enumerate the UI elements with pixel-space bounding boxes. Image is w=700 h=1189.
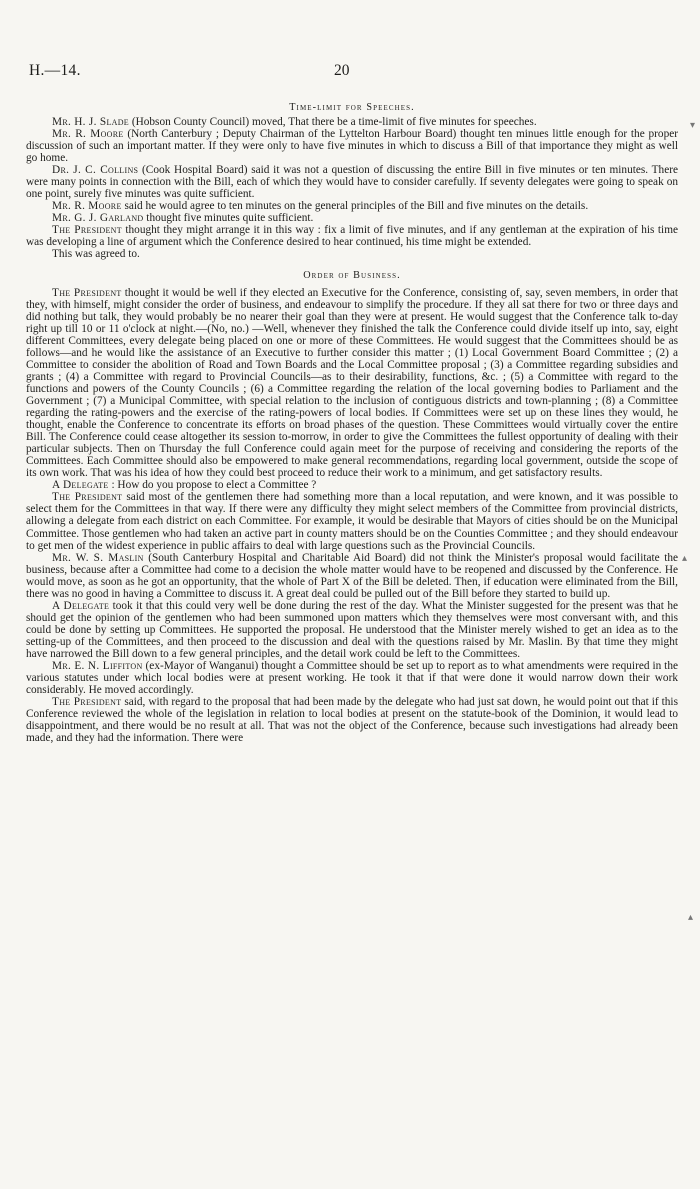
paragraph: [26, 552, 678, 600]
paragraph: [26, 248, 678, 260]
speaker-name: Dr. J. C. Collins: [52, 164, 139, 177]
document-body: [26, 101, 678, 744]
paragraph: [26, 128, 678, 164]
speaker-name: Mr. R. Moore: [52, 200, 122, 213]
paragraph-text: took it that this could very well be done during the rest of the day. What the Minister suggested for the present was that he should get the opinion of the gentlemen who had been summoned upon matters which they themselves were most conversant with, and this could be done by setting up Committees. He supported the proposal. He understood that the Minister merely wished to get an idea as to the setting-up of the Committees, and then proceed to the discussion and deal with the questions raised by Mr. Maslin. By that time they might have narrowed the Bill down to a few general principles, and the detail work could be left to the Committees.: [26, 599, 678, 660]
paragraph-text: said he would agree to ten minutes on the general principles of the Bill and five minutes on the details.: [121, 200, 589, 213]
paragraph: [26, 287, 678, 479]
paragraph: [26, 212, 678, 224]
paragraph-text: thought five minutes quite sufficient.: [143, 212, 314, 225]
page-number: 20: [334, 62, 350, 79]
paragraph: [26, 479, 678, 491]
speaker-name: The President: [52, 224, 122, 237]
paragraph-text: (Cook Hospital Board) said it was not a question of discussing the entire Bill in five minutes or ten minutes. There were many points in connection with the Bill, each of which they would have to consider carefully. If seventy delegates were going to speak on one point, surely five minutes was quite sufficient.: [26, 164, 678, 201]
section-heading: Order of Business.: [303, 270, 401, 282]
paragraph-text: said most of the gentlemen there had something more than a local reputation, and were known, and it was possible to select them for the Committees in that way. If there were any difficulty they might select members of the Committee from provincial districts, allowing a delegate from each district on each Committee. For example, it would be desirable that Mayors of cities should be on the Municipal Committee. Those gentlemen who had taken an active part in county matters should be on the Counties Committee ; and they should endeavour to get men of the widest experience in public affairs to deal with large questions such as the Provincial Councils.: [26, 491, 678, 552]
paragraph: [26, 491, 678, 551]
speaker-name: Mr. R. Moore: [52, 128, 124, 141]
paragraph-text: thought they might arrange it in this way : fix a limit of five minutes, and if any gentleman at the expiration of his time was developing a line of argument which the Conference desired to hear continued, his time might be extended.: [26, 224, 678, 249]
paragraph-text: This was agreed to.: [52, 248, 140, 261]
margin-mark: ▴: [682, 553, 688, 564]
paragraph: [26, 660, 678, 696]
speaker-name: The President: [52, 491, 123, 504]
paragraph-text: said, with regard to the proposal that had been made by the delegate who had just sat down, he would point out that if this Conference reviewed the whole of the legislation in relation to local bodies at present on the statute-book of the Dominion, it would lead to disappointment, and there would be no result at all. That was not the object of the Conference, because such investigations had already been made, and they had the information. There were: [26, 695, 678, 744]
page-header: [26, 62, 678, 82]
paragraph-text: (Hobson County Council) moved, That there be a time-limit of five minutes for speeches.: [129, 116, 537, 128]
paragraph-text: : How do you propose to elect a Committee ?: [108, 479, 317, 492]
speaker-name: Mr. E. N. Liffiton: [52, 659, 143, 672]
paragraph: [26, 200, 678, 212]
document-reference: H.—14.: [29, 62, 81, 79]
paragraph-text: (North Canterbury ; Deputy Chairman of the Lyttelton Harbour Board) thought ten minues little enough for the proper discussion of such an important matter. If they were only to have five minutes in which to discuss a Bill of that importance they might as well go home.: [26, 128, 678, 165]
paragraph: [26, 116, 678, 128]
paragraph: [26, 224, 678, 248]
margin-mark: ▾: [690, 120, 696, 131]
speaker-name: Mr. H. J. Slade: [52, 116, 129, 128]
section-heading: Time-limit for Speeches.: [289, 102, 415, 113]
speaker-name: Mr. W. S. Maslin: [52, 551, 144, 564]
paragraph-text: thought it would be well if they elected an Executive for the Conference, consisting of, say, seven members, in order that they, with himself, might consider the order of business, and endeavour to simplify the procedure. If they all sat there for two or three days and did nothing but talk, they would probably be no nearer their goal than they were at present. He would suggest that the Conference talk to-day right up till 10 or 11 o'clock at night.—(No, no.) —Well, whenever they finished the talk the Conference could divide itself up into, say, eight different Committees, every delegate being placed on one or more of these Committees. He would suggest that the Committees should be as follows—and he would like the assistance of an Executive to further consider this matter ; (1) Local Government Board Committee ; (2) a Committee to consider the abolition of Road and Town Boards and the Local Committee proposal ; (3) a Committee regarding subsidies and grants ; (4) a Committee with regard to Provincial Councils—as to their desirability, functions, &c. ; (5) a Committee with regard to the functions and powers of the County Councils ; (6) a Committee regarding the relation of the local governing bodies to Parliament and the Government ; (7) a Municipal Committee, with special relation to the inclusion of contiguous districts and town-planning ; (8) a Committee regarding the rating-powers and the exercise of the rating-powers of local bodies. If Committees were set up on these lines they would, he thought, enable the Conference to concentrate its efforts on broad phases of the question. These Committees would virtually cover the entire Bill. The Conference could cease altogether its session to-morrow, in order to give the Committees the fullest opportunity of dealing with their particular subjects. Then on Thursday the full Conference could again meet for the purpose of receiving and considering the reports of the Committees. Each Committee should also be empowered to make general recommendations, regarding local government, outside the scope of its own work. That was his idea of how they could best proceed to reduce their work to a minimum, and get satisfactory results.: [26, 287, 678, 480]
speaker-name: A Delegate: [52, 599, 110, 612]
speaker-name: The President: [52, 695, 122, 708]
speaker-name: Mr. G. J. Garland: [52, 212, 144, 225]
margin-mark: ▴: [688, 912, 694, 923]
speaker-name: A Delegate: [52, 479, 109, 492]
paragraph-text: (South Canterbury Hospital and Charitable Aid Board) did not think the Minister's proposal would facilitate the business, because after a Committee had come to a decision the whole matter would have to be reopened and discussed by the Conference. He would move, as soon as he got an opportunity, that the whole of Part X of the Bill be deleted. Then, if education were eliminated from the Bill, there was no good in having a Committee to discuss it. A great deal could be pulled out of the Bill before they started to build up.: [26, 551, 678, 600]
paragraph: [26, 696, 678, 744]
speaker-name: The President: [52, 287, 122, 300]
paragraph-text: (ex-Mayor of Wanganui) thought a Committee should be set up to report as to what amendments were required in the various statutes under which local bodies were at present working. He took it that if that were done it would narrow down their work considerably. He moved accordingly.: [26, 659, 678, 696]
paragraph: [26, 600, 678, 660]
paragraph: [26, 164, 678, 200]
